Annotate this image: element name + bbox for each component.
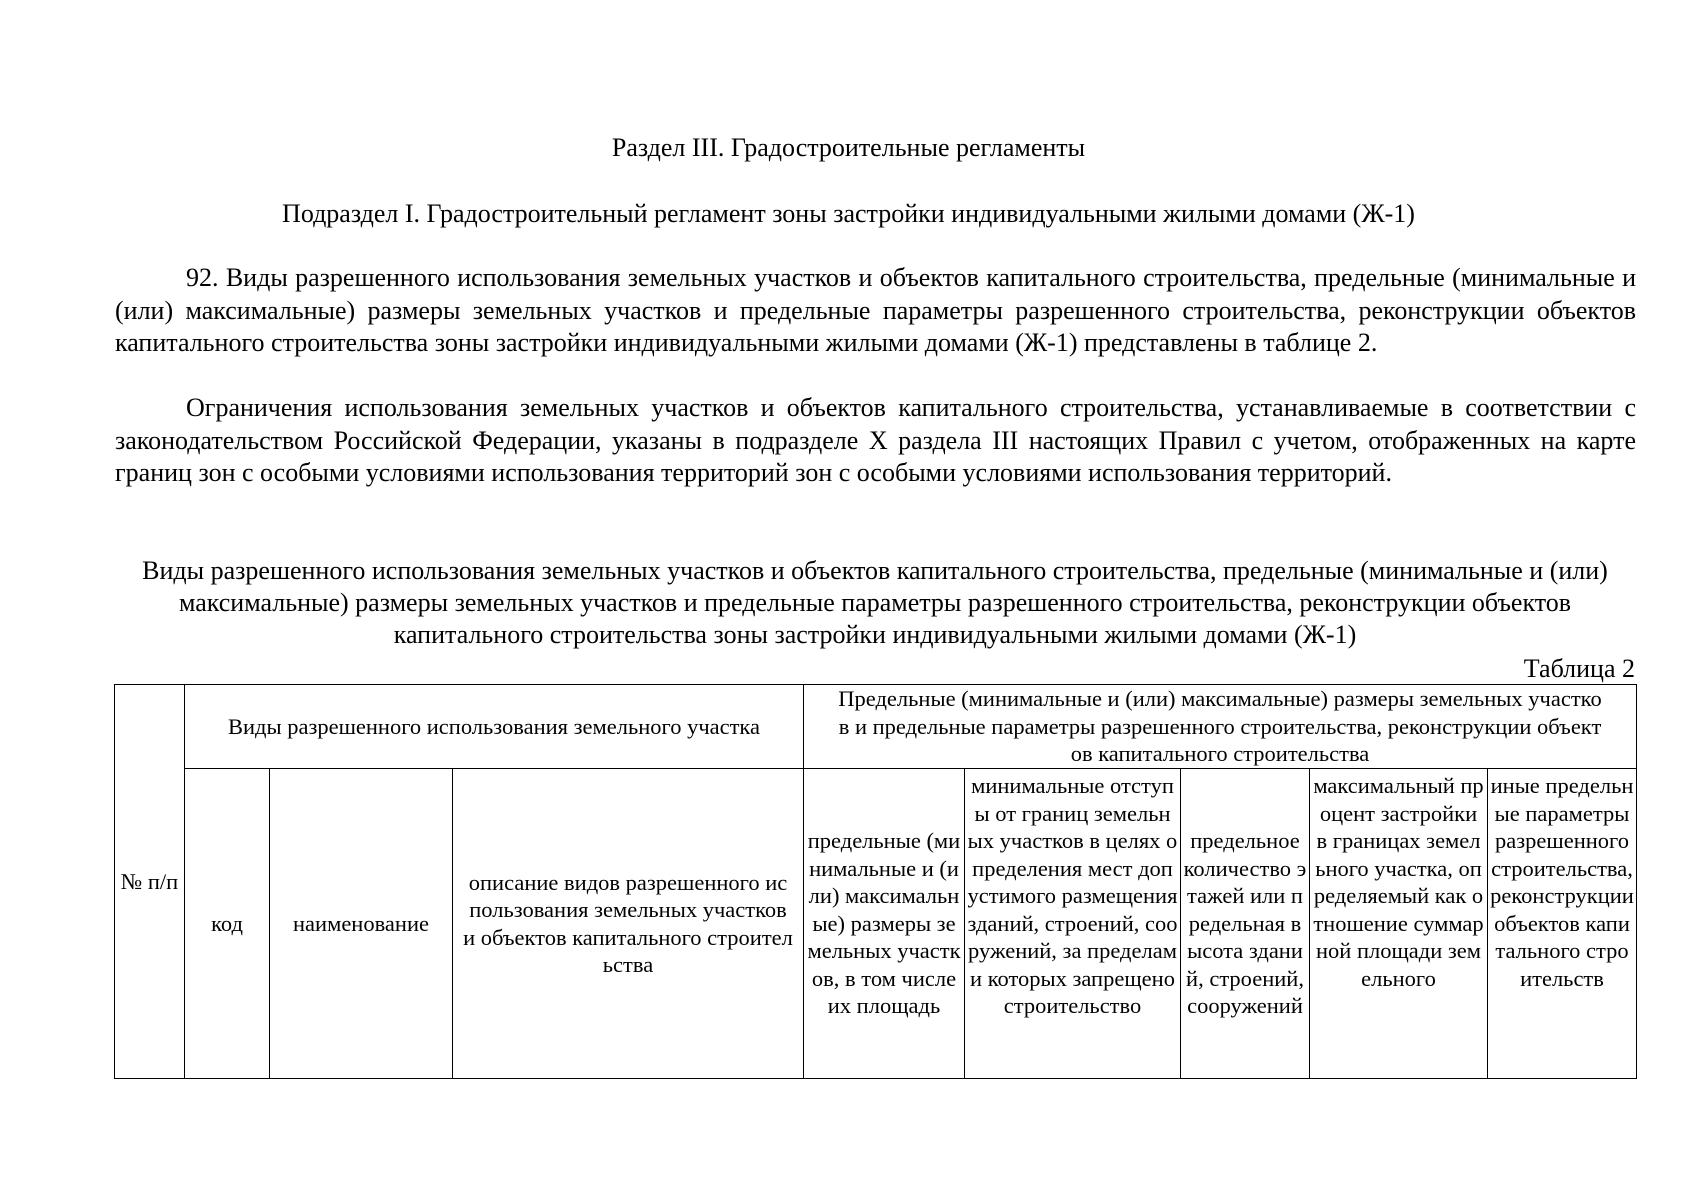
- paragraph-restrictions: Ограничения использования земельных участков и объектов капитального строительства, устанавливаемые в соответствии с законодательством Российской Федерации, указаны в подразделе X раздела III настоящих Правил с учетом, отображенных на карте границ зон с особыми условиями использования территорий зон с особыми условиями использования территорий.: [115, 393, 1636, 487]
- table-label: Таблица 2: [1523, 654, 1635, 683]
- regulations-table: [114, 684, 1637, 1079]
- header-coverage-text: максимальный процент застройки в границах земельного участка, определяемый как отношение суммарной площади земельного: [1313, 773, 1484, 991]
- header-setbacks-text: минимальные отступы от границ земельных участков в целях определения мест допустимого размещения зданий, строений, сооружений, за пределами которых запрещено строительство: [967, 773, 1178, 1018]
- header-name: наименование: [270, 769, 453, 1079]
- header-other-text: иные предельные параметры разрешенного строительства, реконструкции объектов капитального строительств: [1490, 773, 1634, 991]
- header-limits-group: Предельные (минимальные и (или) максимальные) размеры земельных участков и предельные параметры разрешенного строительства, реконструкции объектов капитального строительства: [804, 685, 1637, 769]
- paragraph-92: 92. Виды разрешенного использования земельных участков и объектов капитального строительства, предельные (минимальные и (или) максимальные) размеры земельных участков и предельные параметры разрешенного строительства, реконструкции объектов капитального строительства зоны застройки индивидуальными жилыми домами (Ж-1) представлены в таблице 2.: [115, 263, 1636, 357]
- header-number: № п/п: [115, 685, 185, 1079]
- subsection-title: Подраздел I. Градостроительный регламент зоны застройки индивидуальными жилыми домами (Ж-1): [282, 199, 1415, 228]
- table-header-row: [115, 685, 1637, 769]
- section-title: Раздел III. Градостроительные регламенты: [611, 133, 1086, 162]
- table-subheader-row: [115, 769, 1637, 1079]
- header-floors: предельное количество этажей или предельная высота зданий, строений, сооружений: [1181, 769, 1310, 1079]
- header-coverage: [1310, 769, 1488, 1079]
- header-description: описание видов разрешенного использования земельных участков и объектов капитального строительства: [453, 769, 804, 1079]
- header-plot-size: предельные (минимальные и (или) максимальные) размеры земельных участков, в том числе их площадь: [804, 769, 965, 1079]
- header-use-group: Виды разрешенного использования земельного участка: [185, 685, 804, 769]
- header-code: код: [185, 769, 270, 1079]
- header-other: [1488, 769, 1637, 1079]
- header-setbacks: [965, 769, 1181, 1079]
- table-heading: Виды разрешенного использования земельных участков и объектов капитального строительства, предельные (минимальные и (или) максимальные) размеры земельных участков и предельные параметры разрешенного строительства, реконструкции объектов капитального строительства зоны застройки индивидуальными жилыми домами (Ж-1): [142, 556, 1608, 649]
